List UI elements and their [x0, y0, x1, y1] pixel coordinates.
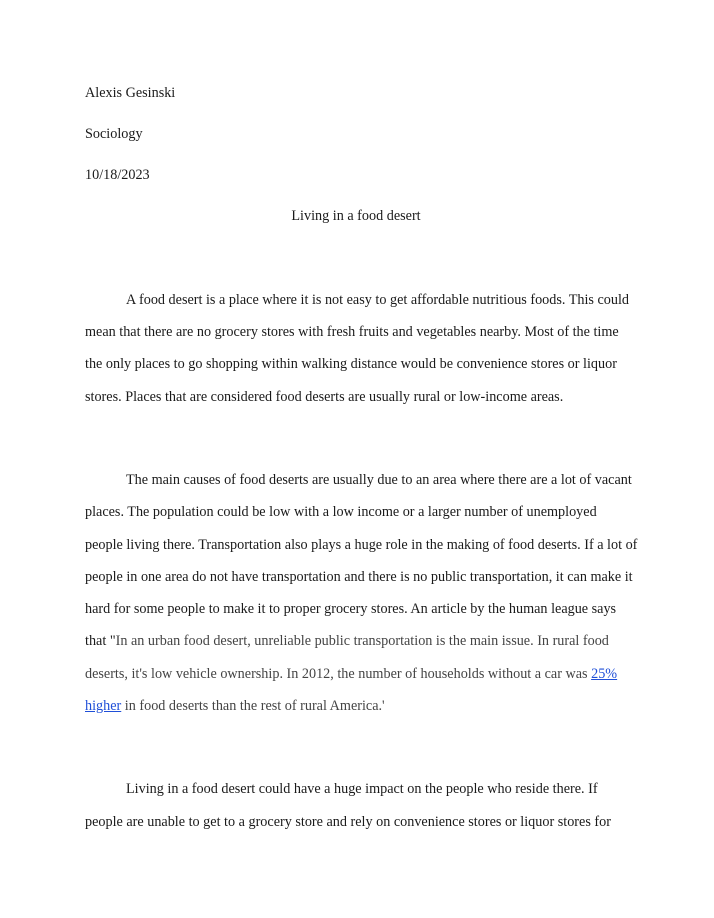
- paragraph-line: people are unable to get to a grocery store and rely on convenience stores or liquor stores for: [85, 814, 611, 830]
- quoted-text: In an urban food desert, unreliable public transportation is the main issue. In rural food: [115, 633, 609, 649]
- paragraph-line: stores. Places that are considered food deserts are usually rural or low-income areas.: [85, 389, 564, 405]
- paragraph-line-quote-end: [85, 698, 385, 714]
- paragraph-line: Living in a food desert could have a huge impact on the people who reside there. If: [126, 781, 598, 797]
- paragraph-line: the only places to go shopping within walking distance would be convenience stores or liquor: [85, 356, 617, 372]
- paragraph-line: places. The population could be low with a low income or a larger number of unemployed: [85, 504, 597, 520]
- citation-link[interactable]: 25%: [591, 666, 618, 682]
- course-name: Sociology: [85, 126, 143, 142]
- paragraph-line: The main causes of food deserts are usually due to an area where there are a lot of vacant: [126, 472, 632, 488]
- paragraph-line: hard for some people to make it to proper grocery stores. An article by the human league says: [85, 601, 617, 617]
- document-title: Living in a food desert: [291, 208, 421, 224]
- document-date: 10/18/2023: [85, 167, 150, 183]
- quoted-text: deserts, it's low vehicle ownership. In 2012, the number of households without a car was: [85, 666, 592, 682]
- document-page: [85, 0, 637, 918]
- paragraph-line-quote-start: [85, 633, 609, 649]
- quoted-text: in food deserts than the rest of rural America.': [121, 698, 385, 714]
- paragraph-line-quote: [85, 666, 617, 682]
- paragraph-line: A food desert is a place where it is not easy to get affordable nutritious foods. This could: [126, 292, 630, 308]
- paragraph-line: people in one area do not have transportation and there is no public transportation, it can make it: [85, 569, 633, 585]
- quote-prefix: that ": [85, 633, 116, 649]
- citation-link-continued[interactable]: higher: [85, 698, 122, 714]
- paragraph-line: people living there. Transportation also plays a huge role in the making of food deserts. If a lot of: [85, 537, 638, 553]
- paragraph-line: mean that there are no grocery stores with fresh fruits and vegetables nearby. Most of the time: [85, 324, 619, 340]
- author-name: Alexis Gesinski: [85, 85, 176, 101]
